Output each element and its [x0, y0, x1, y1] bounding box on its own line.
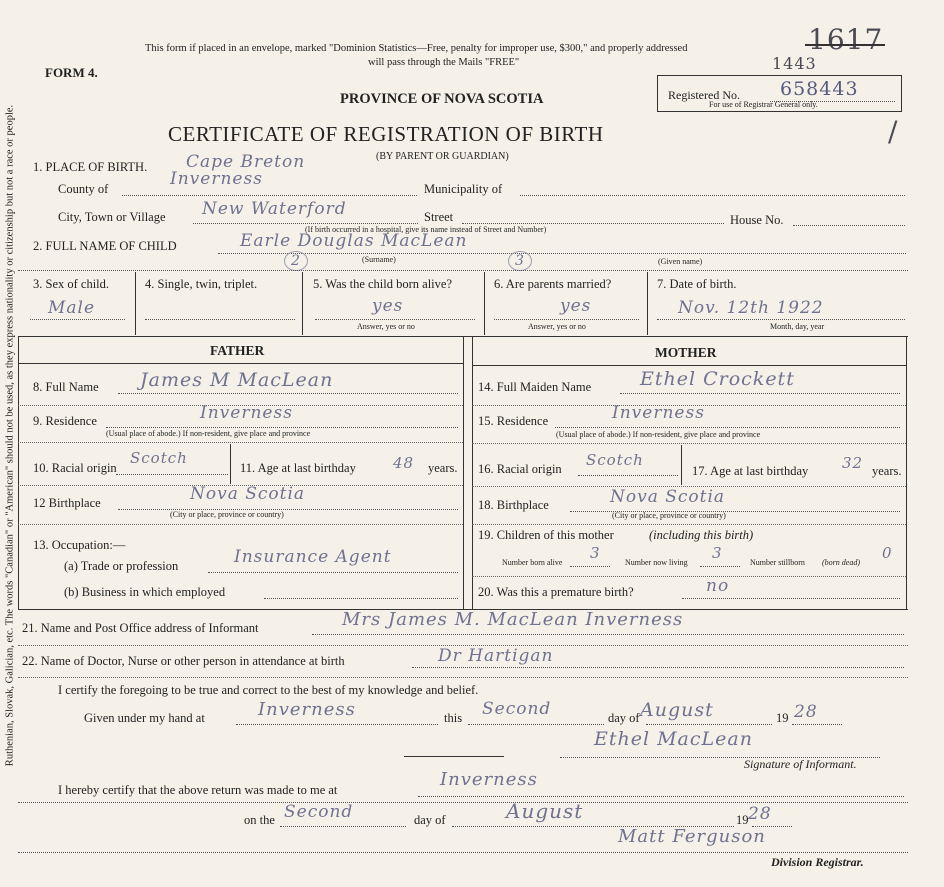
answer-note: Answer, yes or no [357, 322, 415, 331]
hereby-place-value: Inverness [440, 769, 538, 790]
father-name-value: James M MacLean [140, 369, 334, 391]
mother-heading: MOTHER [655, 345, 717, 360]
given-month-line [646, 724, 772, 725]
now-living-label: Number now living [625, 558, 688, 567]
stillborn-value: 0 [882, 544, 893, 562]
divider [472, 443, 906, 444]
divider [681, 445, 682, 485]
given-name-label: (Given name) [658, 257, 703, 266]
mother-birthplace-value: Nova Scotia [610, 487, 726, 507]
mother-racial-line [578, 475, 678, 476]
day-of-label: day of [608, 711, 640, 725]
signature-label: Signature of Informant. [744, 757, 857, 771]
mother-residence-note: (Usual place of abode.) If non-resident, give place and province [556, 430, 761, 439]
father-trade-label: (a) Trade or profession [64, 559, 179, 573]
given-place-line [236, 724, 438, 725]
father-residence-value: Inverness [200, 403, 293, 423]
mother-birthplace-note: (City or place, province or country) [612, 511, 726, 520]
on-year-prefix: 19 [736, 813, 749, 827]
now-living-line [700, 566, 740, 567]
now-living-value: 3 [712, 544, 723, 562]
answer-note: Answer, yes or no [528, 322, 586, 331]
single-line [145, 319, 295, 320]
mother-age-value: 32 [842, 454, 864, 472]
mother-residence-value: Inverness [612, 403, 705, 423]
corner-mark: / [888, 115, 899, 148]
mother-name-label: 14. Full Maiden Name [478, 380, 592, 394]
doctor-value: Dr Hartigan [438, 646, 554, 666]
born-alive-count-line [570, 566, 610, 567]
informant-value: Mrs James M. MacLean Inverness [342, 609, 684, 630]
on-day-value: Second [284, 802, 354, 822]
divider [463, 336, 464, 609]
divider [302, 272, 303, 335]
born-alive-line [315, 319, 475, 320]
given-under-label: Given under my hand at [84, 711, 205, 725]
circled-mark: 2 [284, 251, 308, 271]
mother-residence-line [555, 427, 900, 428]
place-of-birth-value: Cape Breton [186, 152, 306, 172]
county-line [122, 195, 417, 196]
house-line [793, 225, 905, 226]
year-prefix: 19 [776, 711, 789, 725]
hereby-certify-label: I hereby certify that the above return was made to me at [58, 783, 338, 797]
divider [18, 442, 463, 443]
given-day-value: Second [482, 699, 552, 719]
father-trade-value: Insurance Agent [234, 547, 392, 567]
father-age-label: 11. Age at last birthday [240, 461, 356, 475]
top-right-number: 1617 [808, 23, 884, 56]
father-occupation-label: 13. Occupation:— [33, 538, 126, 552]
registrar-label: Division Registrar. [771, 855, 864, 869]
strike-line [805, 44, 885, 46]
parents-married-value: yes [560, 296, 592, 316]
father-name-line [118, 393, 458, 394]
born-alive-count-label: Number born alive [502, 558, 563, 567]
mother-racial-label: 16. Racial origin [478, 462, 562, 476]
certificate-title: CERTIFICATE OF REGISTRATION OF BIRTH [168, 122, 604, 146]
mother-residence-label: 15. Residence [478, 414, 549, 428]
city-value: New Waterford [202, 199, 347, 219]
divider-dotted [18, 852, 908, 853]
mother-racial-value: Scotch [586, 451, 644, 469]
side-note: Ruthenian, Slovak, Galician, etc. The words "Canadian" or "American" should not be used, as they express nationality or citizenship but not a race or people. [4, 104, 16, 767]
child-name-label: 2. FULL NAME OF CHILD [33, 239, 177, 253]
divider [472, 576, 906, 577]
certify-statement: I certify the foregoing to be true and correct to the best of my knowledge and belief. [58, 683, 479, 697]
mother-age-unit: years. [872, 464, 902, 478]
father-birthplace-label: 12 Birthplace [33, 496, 101, 510]
sex-label: 3. Sex of child. [33, 277, 110, 291]
divider-dotted [18, 802, 908, 803]
child-name-line [218, 253, 906, 254]
municipality-label: Municipality of [424, 182, 503, 196]
parents-married-label: 6. Are parents married? [494, 277, 612, 291]
house-label: House No. [730, 213, 784, 227]
children-label: 19. Children of this mother [478, 528, 614, 542]
father-name-label: 8. Full Name [33, 380, 99, 394]
street-line [462, 223, 724, 224]
surname-label: (Surname) [362, 255, 396, 264]
sex-value: Male [48, 298, 96, 318]
circled-mark: 3 [508, 251, 532, 271]
province-title: PROVINCE OF NOVA SCOTIA [340, 91, 544, 107]
father-business-label: (b) Business in which employed [64, 585, 226, 599]
single-twin-label: 4. Single, twin, triplet. [145, 277, 258, 291]
hospital-note: (If birth occurred in a hospital, give its name instead of Street and Number) [305, 225, 547, 234]
father-business-line [264, 598, 458, 599]
on-the-label: on the [244, 813, 275, 827]
divider [18, 336, 19, 609]
mother-birthplace-label: 18. Birthplace [478, 498, 549, 512]
sex-line [30, 319, 125, 320]
informant-label: 21. Name and Post Office address of Informant [22, 621, 259, 635]
doctor-line [412, 667, 904, 668]
divider [18, 363, 463, 364]
city-line [193, 223, 418, 224]
stillborn-note: (born dead) [822, 558, 860, 567]
divider [647, 272, 648, 335]
father-racial-label: 10. Racial origin [33, 461, 117, 475]
on-day-of-label: day of [414, 813, 446, 827]
born-alive-value: yes [372, 296, 404, 316]
informant-signature: Ethel MacLean [594, 728, 753, 750]
divider [18, 677, 908, 678]
father-racial-line [116, 474, 228, 475]
registered-hw-top: 1443 [772, 54, 817, 73]
registrar-signature: Matt Ferguson [618, 826, 766, 847]
informant-line [312, 634, 904, 635]
given-year-line [792, 724, 842, 725]
married-line [494, 319, 639, 320]
divider [472, 336, 473, 609]
on-month-value: August [506, 799, 584, 823]
dob-note: Month, day, year [770, 322, 825, 331]
divider [906, 336, 907, 609]
children-note: (including this birth) [649, 528, 754, 542]
county-value: Inverness [170, 169, 263, 189]
divider [135, 272, 136, 335]
street-label: Street [424, 210, 454, 224]
dob-line [657, 319, 905, 320]
divider [18, 524, 463, 525]
registered-number: 658443 [780, 78, 859, 100]
given-year-value: 28 [794, 702, 818, 722]
city-label: City, Town or Village [58, 210, 166, 224]
father-birthplace-note: (City or place, province or country) [170, 510, 284, 519]
father-racial-value: Scotch [130, 449, 188, 467]
mother-name-value: Ethel Crockett [640, 368, 795, 390]
registered-label: Registered No. [668, 88, 740, 102]
father-residence-note: (Usual place of abode.) If non-resident, give place and province [106, 429, 311, 438]
father-age-unit: years. [428, 461, 458, 475]
born-alive-count-value: 3 [590, 544, 601, 562]
county-label: County of [58, 182, 109, 196]
father-residence-label: 9. Residence [33, 414, 97, 428]
mother-age-label: 17. Age at last birthday [692, 464, 809, 478]
stillborn-label: Number stillborn [750, 558, 805, 567]
father-heading: FATHER [210, 343, 265, 358]
registrar-use-note: For use of Registrar General only. [709, 100, 818, 109]
place-of-birth-label: 1. PLACE OF BIRTH. [33, 160, 148, 174]
father-trade-line [208, 572, 458, 573]
divider [404, 756, 504, 757]
premature-line [682, 598, 900, 599]
father-birthplace-line [118, 509, 458, 510]
divider [230, 444, 231, 484]
father-age-value: 48 [393, 454, 415, 472]
dob-value: Nov. 12th 1922 [678, 298, 824, 318]
municipality-line [520, 195, 905, 196]
envelope-note: This form if placed in an envelope, marked "Dominion Statistics—Free, penalty for improper use, $300," and properly addressed [145, 43, 688, 54]
form-number: FORM 4. [45, 65, 98, 80]
child-name-value: Earle Douglas MacLean [240, 231, 468, 251]
hereby-place-line [418, 796, 904, 797]
father-birthplace-value: Nova Scotia [190, 484, 306, 504]
given-month-value: August [640, 699, 714, 721]
mother-name-line [620, 393, 900, 394]
given-place-value: Inverness [258, 699, 356, 720]
divider [472, 365, 906, 366]
on-day-line [280, 826, 406, 827]
envelope-note-2: will pass through the Mails "FREE" [368, 57, 520, 68]
doctor-label: 22. Name of Doctor, Nurse or other person in attendance at birth [22, 654, 345, 668]
premature-value: no [706, 576, 730, 596]
certificate-subtitle: (BY PARENT OR GUARDIAN) [376, 151, 509, 162]
divider [472, 524, 906, 525]
on-year-value: 28 [748, 804, 772, 824]
divider [18, 270, 908, 271]
divider [484, 272, 485, 335]
premature-label: 20. Was this a premature birth? [478, 585, 634, 599]
dob-label: 7. Date of birth. [657, 277, 737, 291]
father-residence-line [106, 427, 458, 428]
born-alive-label: 5. Was the child born alive? [313, 277, 453, 291]
this-label: this [444, 711, 463, 725]
given-day-line [468, 724, 604, 725]
